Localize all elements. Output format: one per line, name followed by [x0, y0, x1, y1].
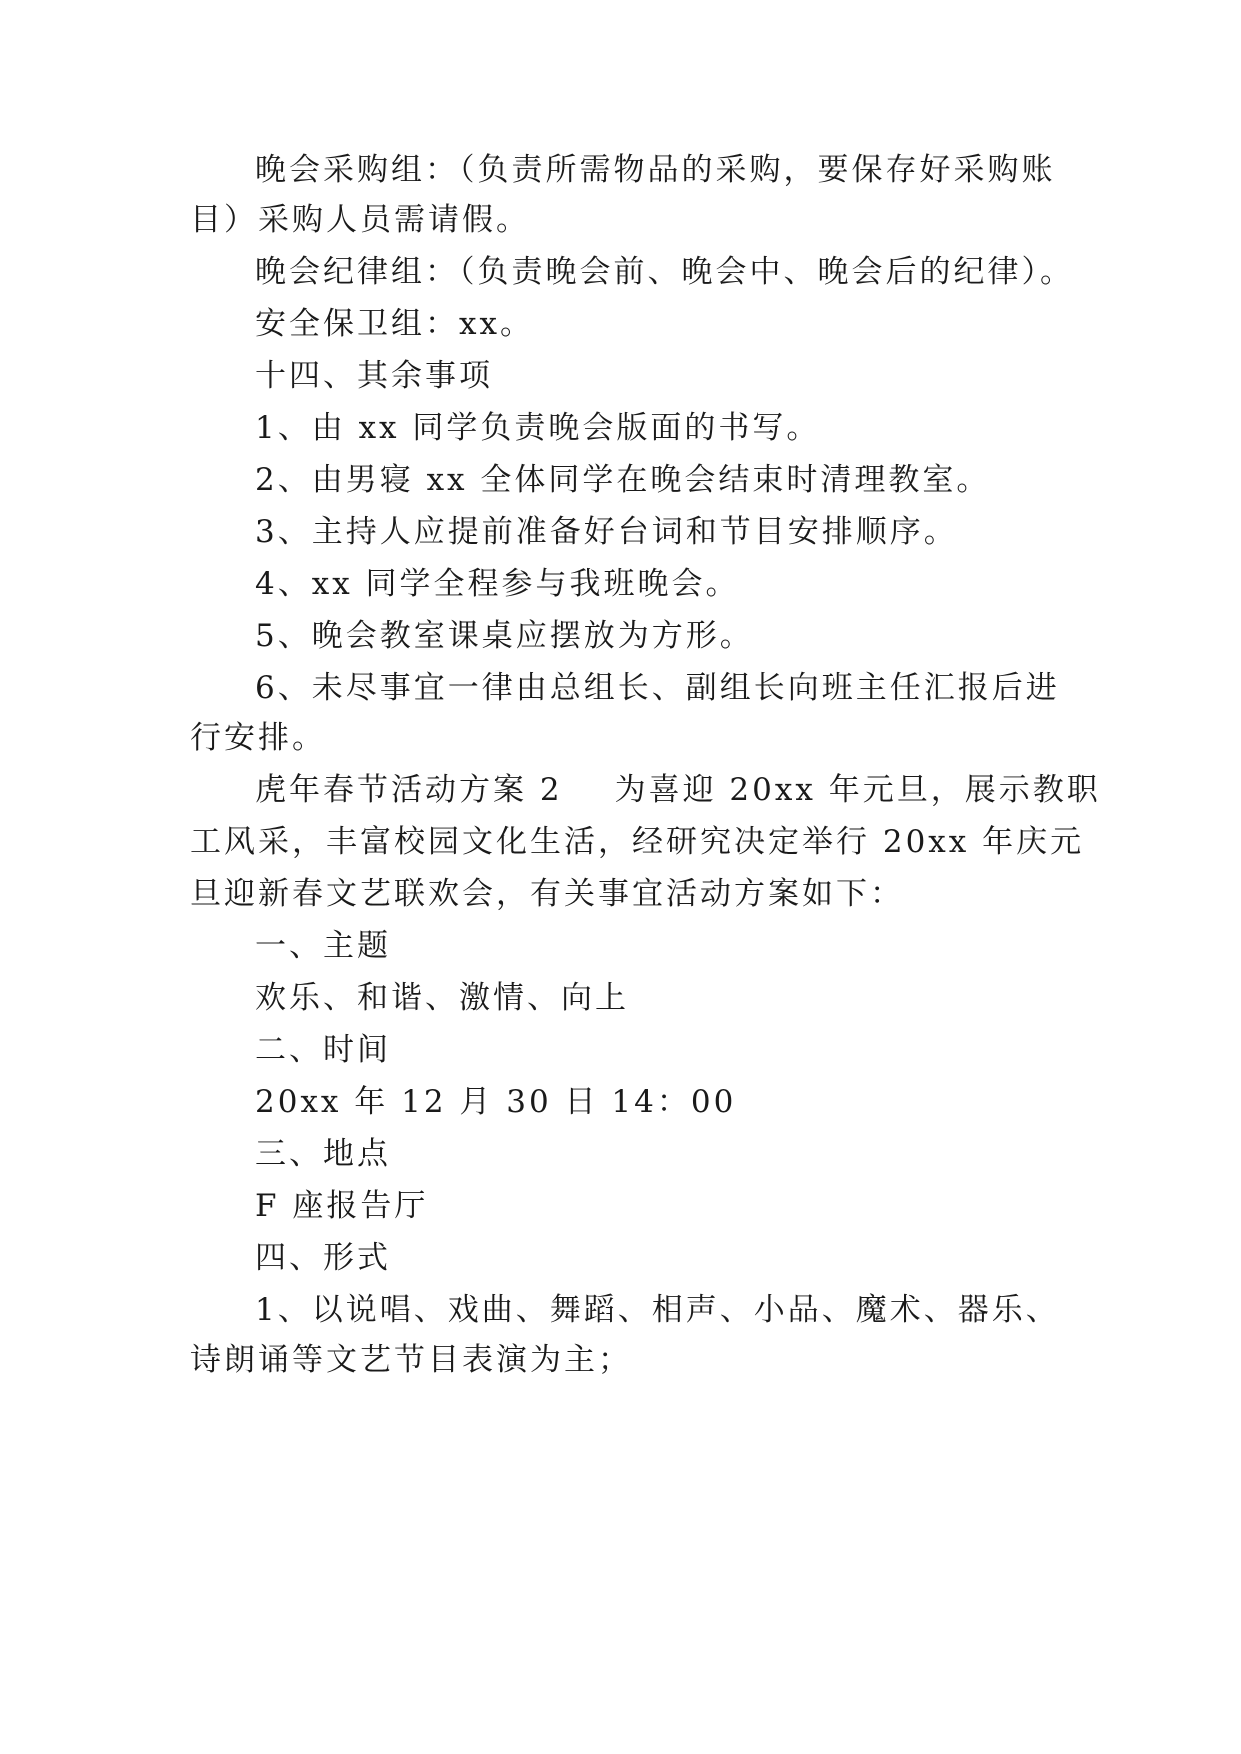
section-heading: 四、形式 [255, 1240, 391, 1276]
section-heading: 一、主题 [255, 928, 391, 964]
section-heading: 十四、其余事项 [255, 358, 493, 394]
list-item: 4、xx 同学全程参与我班晚会。 [255, 566, 740, 602]
document-title: 虎年春节活动方案 2 [255, 772, 563, 808]
list-item: 6、未尽事宜一律由总组长、副组长向班主任汇报后进 [255, 670, 1060, 706]
section-heading: 二、时间 [255, 1032, 391, 1068]
paragraph-line: 诗朗诵等文艺节目表演为主； [190, 1342, 632, 1378]
paragraph-line: 晚会采购组：（负责所需物品的采购，要保存好采购账 [255, 152, 1056, 188]
list-item: 5、晚会教室课桌应摆放为方形。 [255, 618, 754, 654]
paragraph-line: 工风采，丰富校园文化生活，经研究决定举行 20xx 年庆元 [190, 824, 1085, 860]
paragraph-line [255, 770, 1135, 810]
list-item: 1、由 xx 同学负责晚会版面的书写。 [255, 410, 821, 446]
paragraph-line: 20xx 年 12 月 30 日 14：00 [255, 1084, 737, 1120]
paragraph-line: 晚会纪律组：（负责晚会前、晚会中、晚会后的纪律）。 [255, 254, 1074, 290]
paragraph-line: 安全保卫组：xx。 [255, 306, 534, 342]
paragraph-line: F 座报告厅 [255, 1188, 429, 1224]
paragraph-line: 目）采购人员需请假。 [190, 202, 530, 238]
list-item: 3、主持人应提前准备好台词和节目安排顺序。 [255, 514, 958, 550]
paragraph-line: 欢乐、和谐、激情、向上 [255, 980, 629, 1016]
paragraph-text: 为喜迎 20xx 年元旦，展示教职 [614, 772, 1101, 808]
paragraph-line: 旦迎新春文艺联欢会，有关事宜活动方案如下： [190, 876, 904, 912]
list-item: 2、由男寝 xx 全体同学在晚会结束时清理教室。 [255, 462, 991, 498]
paragraph-line: 行安排。 [190, 720, 326, 756]
section-heading: 三、地点 [255, 1136, 391, 1172]
list-item: 1、以说唱、戏曲、舞蹈、相声、小品、魔术、器乐、 [255, 1292, 1060, 1328]
